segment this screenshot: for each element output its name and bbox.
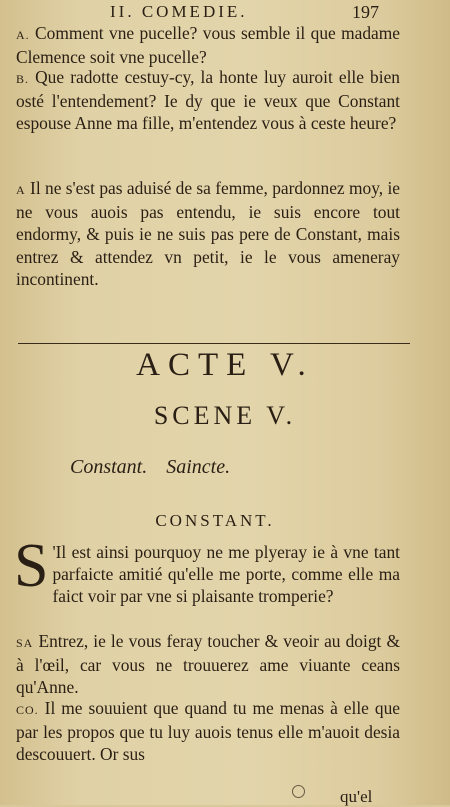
dialogue-text: Comment vne pucelle? vous semble il que madame Clemence soit vne pucelle? — [16, 23, 401, 68]
speaker-label: A — [16, 183, 26, 197]
speaker-label: CO. — [16, 703, 39, 717]
dialogue-text: Que radotte cestuy-cy, la honte luy auroit elle bien osté l'entendement? Ie dy que ie veux que Constant espouse Anne ma fille, m'entendez vous à ceste heure? — [16, 67, 401, 134]
dialogue-text: Il ne s'est pas aduisé de sa femme, pardonnez moy, ie ne vous auois pas entendu, ie suis encore tout endormy, & puis ie ne suis pas pere de Constant, mais entrez & attendez vn petit, ie le vous ameneray incontinent. — [16, 178, 401, 289]
ornament-mark — [292, 785, 305, 798]
dialogue-text: Il me souuient que quand tu me menas à elle que par les propos que tu luy auois tenus elle m'auoit desia descouuert. Or sus — [16, 698, 400, 765]
dialogue-co — [16, 697, 400, 766]
dialogue-sa — [16, 630, 400, 699]
scene-characters: Constant. Saincte. — [70, 456, 231, 478]
page-number: 197 — [352, 2, 379, 22]
running-head: II. COMEDIE. — [110, 2, 248, 21]
speaker-label: B. — [16, 72, 30, 86]
dialogue-text: 'Il est ainsi pourquoy ne me plyeray ie à vne tant parfaicte amitié qu'elle me porte, comme elle ma faict voir par vne si plaisante tromperie? — [52, 542, 400, 607]
drop-cap: S — [14, 532, 49, 600]
scene-title: SCENE V. — [153, 401, 297, 430]
dialogue-b-constant-anne — [16, 66, 400, 135]
speaker-heading: CONSTANT. — [155, 511, 275, 530]
catchword: qu'el — [340, 787, 373, 806]
act-title: ACTE V. — [136, 347, 314, 383]
dialogue-constant-opening — [14, 532, 400, 608]
dialogue-a-response — [16, 177, 400, 290]
speaker-label: A. — [16, 28, 30, 42]
dialogue-text: Entrez, ie le vous feray toucher & veoir au doigt & à l'œil, car vous ne trouuerez ame viuante ceans qu'Anne. — [16, 631, 400, 698]
dialogue-a-clemence — [16, 22, 400, 68]
speaker-label: SA — [16, 636, 34, 650]
section-rule — [18, 343, 410, 344]
